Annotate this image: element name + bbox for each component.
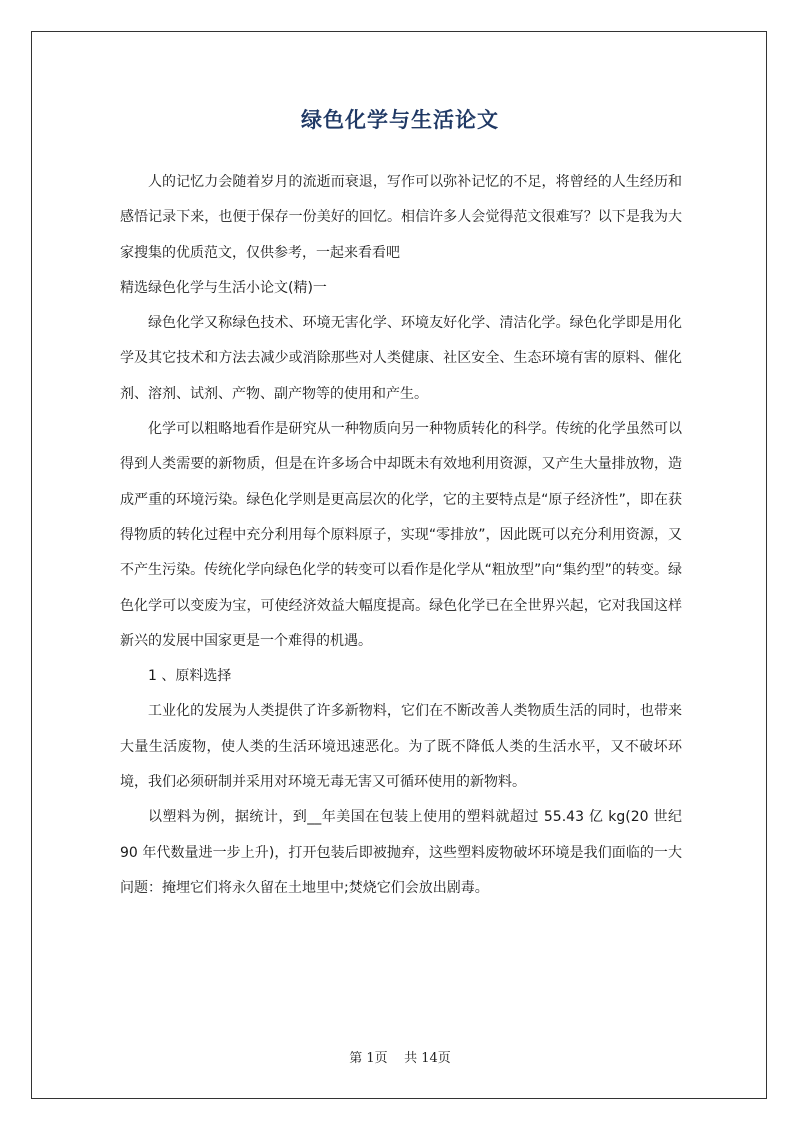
document-title: 绿色化学与生活论文 xyxy=(301,108,499,132)
body-paragraph: 绿色化学又称绿色技术、环境无害化学、环境友好化学、清洁化学。绿色化学即是用化学及其它技术和方法去减少或消除那些对人类健康、社区安全、生态环境有害的原料、催化剂、溶剂、试剂、产物、副产物等的使用和产生。 xyxy=(120,315,682,402)
section-heading: 精选绿色化学与生活小论文(精)一 xyxy=(120,279,327,296)
page-footer: 第 1页 共 14页 xyxy=(349,1051,451,1066)
subsection-heading: 1 、原料选择 xyxy=(148,668,232,685)
body-paragraph: 化学可以粗略地看作是研究从一种物质向另一种物质转化的科学。传统的化学虽然可以得到人类需要的新物质，但是在许多场合中却既未有效地利用资源，又产生大量排放物，造成严重的环境污染。绿色化学则是更高层次的化学，它的主要特点是“原子经济性”，即在获得物质的转化过程中充分利用每个原料原子，实现“零排放”，因此既可以充分利用资源，又不产生污染。传统化学向绿色化学的转变可以看作是化学从“粗放型”向“集约型”的转变。绿色化学可以变废为宝，可使经济效益大幅度提高。绿色化学已在全世界兴起，它对我国这样新兴的发展中国家更是一个难得的机遇。 xyxy=(120,421,682,649)
body-paragraph: 工业化的发展为人类提供了许多新物料，它们在不断改善人类物质生活的同时，也带来大量生活废物，使人类的生活环境迅速恶化。为了既不降低人类的生活水平，又不破坏环境，我们必须研制并采用对环境无毒无害又可循环使用的新物料。 xyxy=(120,703,682,791)
document-body xyxy=(120,165,682,906)
intro-paragraph: 人的记忆力会随着岁月的流逝而衰退，写作可以弥补记忆的不足，将曾经的人生经历和感悟记录下来，也便于保存一份美好的回忆。相信许多人会觉得范文很难写？以下是我为大家搜集的优质范文，仅供参考，一起来看看吧 xyxy=(120,174,682,261)
body-paragraph: 以塑料为例，据统计，到__年美国在包装上使用的塑料就超过 55.43 亿 kg(20 世纪 90 年代数量进一步上升)，打开包装后即被抛弃，这些塑料废物破坏环境是我们面临的一大问题：掩埋它们将永久留在土地里中;焚烧它们会放出剧毒。 xyxy=(120,809,682,896)
